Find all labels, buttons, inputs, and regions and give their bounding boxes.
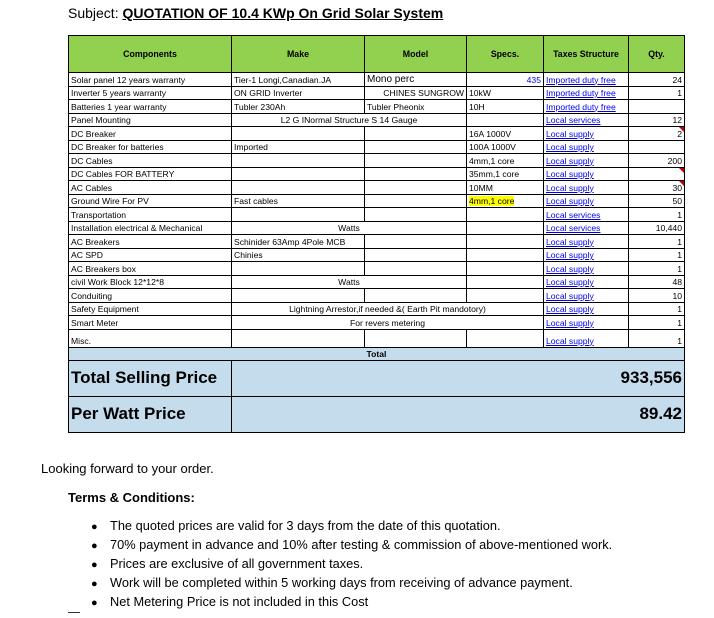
component-cell: AC Breakers xyxy=(69,235,232,249)
qty-cell: 1 xyxy=(629,262,685,276)
specs-cell xyxy=(467,113,544,127)
qty-cell xyxy=(629,167,685,181)
terms-list xyxy=(91,518,612,613)
bullet-icon: ● xyxy=(91,559,98,571)
header-taxes: Taxes Structure xyxy=(544,36,629,73)
taxes-link[interactable]: Local supply xyxy=(544,167,629,181)
specs-cell: 10MM xyxy=(467,181,544,195)
component-cell: Ground Wire For PV xyxy=(69,194,232,208)
component-cell: Transportation xyxy=(69,208,232,222)
per-watt-price-label: Per Watt Price xyxy=(69,396,232,432)
component-cell: Solar panel 12 years warranty xyxy=(69,73,232,87)
model-cell xyxy=(365,194,467,208)
qty-cell xyxy=(629,100,685,114)
total-row xyxy=(69,347,685,360)
model-cell xyxy=(365,154,467,168)
table-row xyxy=(69,194,685,208)
qty-cell: 10,440 xyxy=(629,221,685,235)
make-cell: Fast cables xyxy=(232,194,365,208)
table-row xyxy=(69,316,685,330)
model-cell xyxy=(365,140,467,154)
make-cell xyxy=(232,181,365,195)
model-cell: CHINES SUNGROW xyxy=(365,86,467,100)
component-cell: Smart Meter xyxy=(69,316,232,330)
qty-cell: 48 xyxy=(629,275,685,289)
make-cell xyxy=(232,154,365,168)
specs-cell: 10kW xyxy=(467,86,544,100)
model-cell xyxy=(365,208,467,222)
specs-cell xyxy=(467,235,544,249)
specs-cell: 435 xyxy=(467,73,544,87)
specs-cell xyxy=(467,275,544,289)
table-header-row xyxy=(69,36,685,73)
make-cell xyxy=(232,167,365,181)
table-row xyxy=(69,113,685,127)
list-item xyxy=(91,556,612,575)
model-cell xyxy=(365,167,467,181)
taxes-link[interactable]: Local supply xyxy=(544,127,629,141)
terms-title: Terms & Conditions: xyxy=(68,490,195,505)
table-row xyxy=(69,289,685,303)
term-text: Prices are exclusive of all government taxes. xyxy=(110,556,364,571)
make-cell xyxy=(232,208,365,222)
qty-cell: 1 xyxy=(629,86,685,100)
component-cell: DC Cables xyxy=(69,154,232,168)
make-cell xyxy=(232,262,365,276)
qty-cell: 1 xyxy=(629,208,685,222)
model-cell xyxy=(365,289,467,303)
merged-make-model-cell: Watts xyxy=(232,275,467,289)
merged-make-model-cell: L2 G INormal Structure S 14 Gauge xyxy=(232,113,467,127)
bullet-icon: ● xyxy=(91,540,98,552)
per-watt-price-row xyxy=(69,396,685,432)
specs-cell xyxy=(467,208,544,222)
component-cell: Inverter 5 years warranty xyxy=(69,86,232,100)
taxes-link[interactable]: Local supply xyxy=(544,302,629,316)
taxes-link[interactable]: Local supply xyxy=(544,262,629,276)
table-row xyxy=(69,302,685,316)
make-cell xyxy=(232,289,365,303)
quotation-table xyxy=(68,35,685,433)
make-cell: Imported xyxy=(232,140,365,154)
table-row xyxy=(69,248,685,262)
specs-cell: 35mm,1 core xyxy=(467,167,544,181)
total-selling-price-label: Total Selling Price xyxy=(69,360,232,396)
taxes-link[interactable]: Local supply xyxy=(544,248,629,262)
component-cell: Safety Equipment xyxy=(69,302,232,316)
qty-cell: 1 xyxy=(629,329,685,347)
qty-cell: 200 xyxy=(629,154,685,168)
bullet-icon: ● xyxy=(91,597,98,609)
taxes-link[interactable]: Local supply xyxy=(544,235,629,249)
table-row xyxy=(69,86,685,100)
table-row xyxy=(69,329,685,347)
qty-cell: 1 xyxy=(629,316,685,330)
component-cell: AC Cables xyxy=(69,181,232,195)
component-cell: Batteries 1 year warranty xyxy=(69,100,232,114)
qty-cell xyxy=(629,140,685,154)
term-text: 70% payment in advance and 10% after testing & commission of above-mentioned work. xyxy=(110,537,613,552)
component-cell: DC Cables FOR BATTERY xyxy=(69,167,232,181)
make-cell: Tier-1 Longi,Canadian.JA xyxy=(232,73,365,87)
table-row xyxy=(69,100,685,114)
qty-cell: 1 xyxy=(629,302,685,316)
qty-cell: 50 xyxy=(629,194,685,208)
make-cell: Schinider 63Amp 4Pole MCB xyxy=(232,235,365,249)
specs-cell xyxy=(467,221,544,235)
subject-title: QUOTATION OF 10.4 KWp On Grid Solar System xyxy=(122,5,444,21)
table-row xyxy=(69,275,685,289)
model-cell xyxy=(365,262,467,276)
table-row xyxy=(69,140,685,154)
specs-cell: 10H xyxy=(467,100,544,114)
table-row xyxy=(69,208,685,222)
component-cell: Misc. xyxy=(69,329,232,347)
list-item xyxy=(91,537,612,556)
specs-cell: 4mm,1 core xyxy=(467,154,544,168)
component-cell: DC Breaker for batteries xyxy=(69,140,232,154)
taxes-link[interactable]: Local supply xyxy=(544,329,629,347)
component-cell: AC SPD xyxy=(69,248,232,262)
table-row xyxy=(69,127,685,141)
make-cell: Tubler 230Ah xyxy=(232,100,365,114)
component-cell: DC Breaker xyxy=(69,127,232,141)
taxes-link[interactable]: Local supply xyxy=(544,154,629,168)
qty-cell: 12 xyxy=(629,113,685,127)
header-qty: Qty. xyxy=(629,36,685,73)
model-cell xyxy=(365,248,467,262)
taxes-link[interactable]: Imported duty free xyxy=(544,86,629,100)
specs-cell: 100A 1000V xyxy=(467,140,544,154)
specs-cell: 16A 1000V xyxy=(467,127,544,141)
specs-cell xyxy=(467,262,544,276)
taxes-link[interactable]: Local services xyxy=(544,113,629,127)
total-selling-price-row xyxy=(69,360,685,396)
term-text: Net Metering Price is not included in this Cost xyxy=(110,594,369,609)
subject-line xyxy=(68,5,443,21)
specs-cell-highlighted xyxy=(467,194,544,208)
taxes-link[interactable]: Imported duty free xyxy=(544,73,629,87)
table-row xyxy=(69,181,685,195)
make-cell xyxy=(232,329,365,347)
component-cell: civil Work Block 12*12*8 xyxy=(69,275,232,289)
header-specs: Specs. xyxy=(467,36,544,73)
specs-cell xyxy=(467,248,544,262)
specs-cell xyxy=(467,329,544,347)
make-cell: ON GRID Inverter xyxy=(232,86,365,100)
taxes-link[interactable]: Local supply xyxy=(544,140,629,154)
model-cell xyxy=(365,127,467,141)
list-item xyxy=(91,575,612,594)
qty-cell: 24 xyxy=(629,73,685,87)
subject-prefix: Subject: xyxy=(68,5,123,21)
qty-cell: 2 xyxy=(629,127,685,141)
term-text: Work will be completed within 5 working days from receiving of advance payment. xyxy=(110,575,573,590)
table-row xyxy=(69,154,685,168)
taxes-link[interactable]: Local supply xyxy=(544,194,629,208)
taxes-link[interactable]: Local services xyxy=(544,221,629,235)
component-cell: Installation electrical & Mechanical xyxy=(69,221,232,235)
merged-make-model-specs-cell: Lightning Arrestor,if needed &( Earth Pit mandotory) xyxy=(232,302,544,316)
table-row xyxy=(69,235,685,249)
header-make: Make xyxy=(232,36,365,73)
taxes-link[interactable]: Local services xyxy=(544,208,629,222)
model-cell: Tubler Pheonix xyxy=(365,100,467,114)
taxes-link[interactable]: Local supply xyxy=(544,181,629,195)
list-item xyxy=(91,518,612,537)
model-cell xyxy=(365,329,467,347)
table-row xyxy=(69,167,685,181)
list-item xyxy=(91,594,612,613)
merged-make-model-specs-cell: For revers metering xyxy=(232,316,544,330)
model-cell: Mono perc xyxy=(365,73,467,87)
per-watt-price-value: 89.42 xyxy=(232,396,685,432)
qty-cell: 10 xyxy=(629,289,685,303)
component-cell: Conduiting xyxy=(69,289,232,303)
qty-cell: 1 xyxy=(629,248,685,262)
total-selling-price-value: 933,556 xyxy=(232,360,685,396)
model-cell xyxy=(365,235,467,249)
taxes-link[interactable]: Local supply xyxy=(544,316,629,330)
header-model: Model xyxy=(365,36,467,73)
header-components: Components xyxy=(69,36,232,73)
taxes-link[interactable]: Imported duty free xyxy=(544,100,629,114)
qty-cell: 30 xyxy=(629,181,685,195)
model-cell xyxy=(365,181,467,195)
total-label: Total xyxy=(69,347,685,360)
qty-cell: 1 xyxy=(629,235,685,249)
closing-line: Looking forward to your order. xyxy=(41,461,214,476)
table-row xyxy=(69,221,685,235)
bullet-icon: ● xyxy=(91,521,98,533)
merged-make-model-cell: Watts xyxy=(232,221,467,235)
component-cell: AC Breakers box xyxy=(69,262,232,276)
specs-highlight-text: 4mm,1 core xyxy=(469,196,515,206)
specs-cell xyxy=(467,289,544,303)
component-cell: Panel Mounting xyxy=(69,113,232,127)
table-row xyxy=(69,262,685,276)
table-row xyxy=(69,73,685,87)
term-text: The quoted prices are valid for 3 days from the date of this quotation. xyxy=(110,518,501,533)
taxes-link[interactable]: Local supply xyxy=(544,275,629,289)
cut-off-text-fragment xyxy=(68,612,80,618)
make-cell xyxy=(232,127,365,141)
bullet-icon: ● xyxy=(91,578,98,590)
make-cell: Chinies xyxy=(232,248,365,262)
taxes-link[interactable]: Local supply xyxy=(544,289,629,303)
